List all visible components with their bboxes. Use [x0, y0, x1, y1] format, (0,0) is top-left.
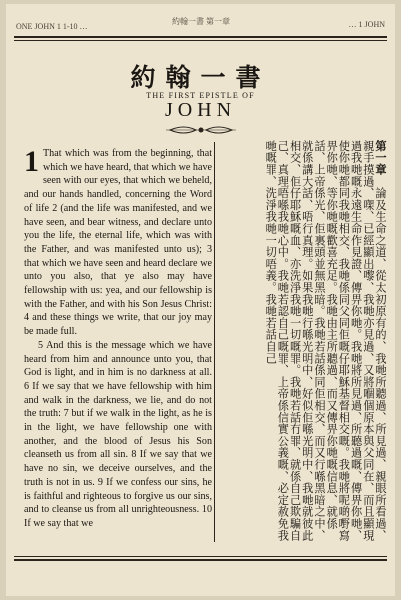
footer-rule-thin: [14, 556, 387, 557]
running-header-center: 約翰一書 第一章: [172, 17, 230, 26]
chinese-text-column: [220, 140, 386, 548]
running-header-left: ONE JOHN 1 1-10 …: [16, 22, 88, 31]
chapter-number: 1: [24, 145, 39, 178]
ornament-divider-icon: [166, 123, 236, 137]
chinese-chapter-heading: 第一章: [374, 140, 387, 176]
english-paragraph-1-text: That which was from the beginning, that which we have heard, that which we have seen with our eyes, that which we beheld, and our hands handled, concerning the Word of life 2 (and the life was manifested, and we have seen, and bear witness, and declare unto you the life, the eternal life, which was with the Father, and was manifested unto us); 3 that which we have seen and heard declare we unto you also, that ye also may have fellowship with us: yea, and our fellowship is with the Father, and with his Son Jesus Christ: 4 and these things we write, that our joy may be made full.: [24, 148, 212, 338]
english-subtitle: THE FIRST EPISTLE OF: [146, 91, 255, 100]
footer-rule-thick: [14, 559, 387, 561]
running-header-right: … 1 JOHN: [348, 20, 385, 29]
header-rule-thin: [14, 40, 387, 41]
bible-page: [6, 4, 395, 596]
chinese-book-title: 約翰一書: [130, 63, 271, 92]
english-paragraph-1: [24, 147, 212, 339]
chinese-body-text: 論及生命之道、從太初原有的、我哋所聽過、所見過、親眼所看過、親手摸過、㗎、已經顯出嚟、我哋亦見過、又將嗰個原本與父同在、而且顯現過我哋嘅永遠生命作見證、傳畀你哋。我哋將所見過、所聽過嘅、傳畀你哋、使你哋都同我哋相交、我哋係同父同佢嘅仔耶穌基督相交嘅。我哋將呢啲嘢寫畀你哋、等你哋嘅歡喜充足。我哋由主所聽過、而又傳畀你哋嘅信息、就係話、上帝係光、佢裏頭並無黑暗。我哋若話係同佢相交、而又行喺黑暗之中、就係講大話、唔行真理。如果我哋行喺光明中、好似佢喺光明中、我哋就彼此相交、佢仔耶穌嘅血、亦洗淨我哋一切嘅罪。我哋若話冇罪、就係自己欺騙自己、真理唔喺我哋心中。我哋若認自己嘅罪、上帝係信實公義嘅、必定赦免我哋嘅罪、洗淨我哋一切唔義。我哋若話自己: [264, 140, 387, 542]
english-paragraph-2: 5 And this is the message which we have heard from him and announce unto you, that God is light, and in him is no darkness at all. 6 If we say that we have fellowship with him and walk in the darkness, we lie, and do not the truth: 7 but if we walk in the light, as he is in the light, we have fellowship one with another, and the blood of Jesus his Son cleanseth us from all sin. 8 If we say that we have no sin, we deceive ourselves, and the truth is not in us. 9 If we confess our sins, he is faithful and righteous to forgive us our sins, and to cleanse us from all unrighteousness. 10 If we say that we: [24, 339, 212, 529]
english-book-title: JOHN: [164, 99, 237, 121]
column-divider: [214, 142, 215, 542]
header-rule-thick: [14, 36, 387, 38]
english-text-column: [24, 147, 212, 531]
